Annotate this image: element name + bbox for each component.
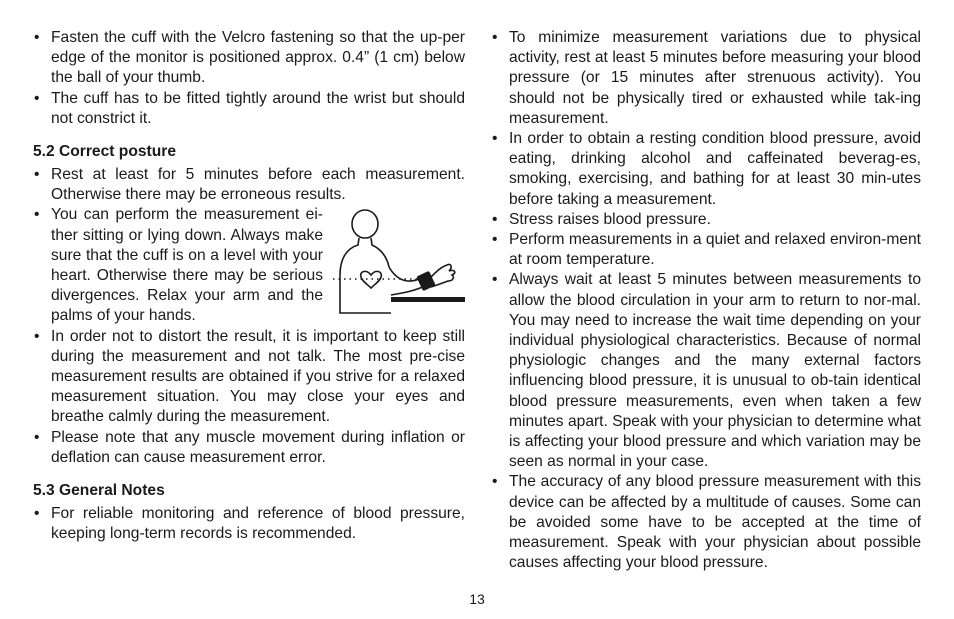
list-item: • To minimize measurement variations due to physical activity, rest at least 5 minutes before measuring your blood pressure (or 15 minutes after strenuous activity). You should not be physically tired or exhausted while tak-ing measurement.: [491, 28, 921, 129]
right-column: [491, 28, 921, 573]
left-column: [33, 28, 465, 544]
page-number: 13: [469, 591, 485, 607]
intro-bullet-list: [33, 28, 465, 129]
list-item: • In order not to distort the result, it is important to keep still during the measurement and not talk. The most pre-cise measurement results are obtained if you strive for a relaxed measurement situation. You may close your eyes and breathe calmly during the measurement.: [33, 327, 465, 428]
list-item: • Always wait at least 5 minutes between measurements to allow the blood circulation in your arm to return to nor-mal. You may need to increase the wait time depending on your individual physiological characteristics. Because of normal physiologic changes and the many external factors influencing blood pressure, it is unusual to ob-tain identical blood pressure measurements, even when taken a few minutes apart. Speak with your physician to determine what is affecting your blood pressure and which variation may be seen as normal in your case.: [491, 270, 921, 472]
list-item-with-figure: [33, 205, 465, 326]
list-item: • Perform measurements in a quiet and relaxed environ-ment at room temperature.: [491, 230, 921, 270]
list-item: • The accuracy of any blood pressure measurement with this device can be affected by a multitude of causes. Some can be avoided some have to be accepted at the time of measurement. Speak with your physician about possible causes affecting your blood pressure.: [491, 472, 921, 573]
list-item-text: • You can perform the measurement ei-ther sitting or lying down. Always make sure that the cuff is on a level with your heart. Otherwise there may be serious divergences. Relax your arm and the palms of your hands.: [51, 206, 323, 325]
correct-posture-bullet-list: [33, 165, 465, 468]
right-bullet-list: [491, 28, 921, 573]
list-item: • Please note that any muscle movement during inflation or deflation can cause measurement error.: [33, 428, 465, 468]
general-notes-bullet-list: [33, 504, 465, 544]
list-item: • The cuff has to be fitted tightly around the wrist but should not constrict it.: [33, 89, 465, 129]
list-item: • Stress raises blood pressure.: [491, 210, 921, 230]
list-item: • Rest at least for 5 minutes before each measurement. Otherwise there may be erroneous results.: [33, 165, 465, 205]
list-item: • For reliable monitoring and reference of blood pressure, keeping long-term records is recommended.: [33, 504, 465, 544]
section-heading-general-notes: 5.3 General Notes: [33, 482, 165, 500]
posture-illustration-icon: [331, 209, 465, 317]
section-heading-correct-posture: 5.2 Correct posture: [33, 143, 176, 161]
list-item: • In order to obtain a resting condition blood pressure, avoid eating, drinking alcohol and caffeinated beverag-es, smoking, exercising, and bathing for at least 30 min-utes before taking a measurement.: [491, 129, 921, 210]
list-item: • Fasten the cuff with the Velcro fastening so that the up-per edge of the monitor is positioned approx. 0.4” (1 cm) below the ball of your thumb.: [33, 28, 465, 89]
